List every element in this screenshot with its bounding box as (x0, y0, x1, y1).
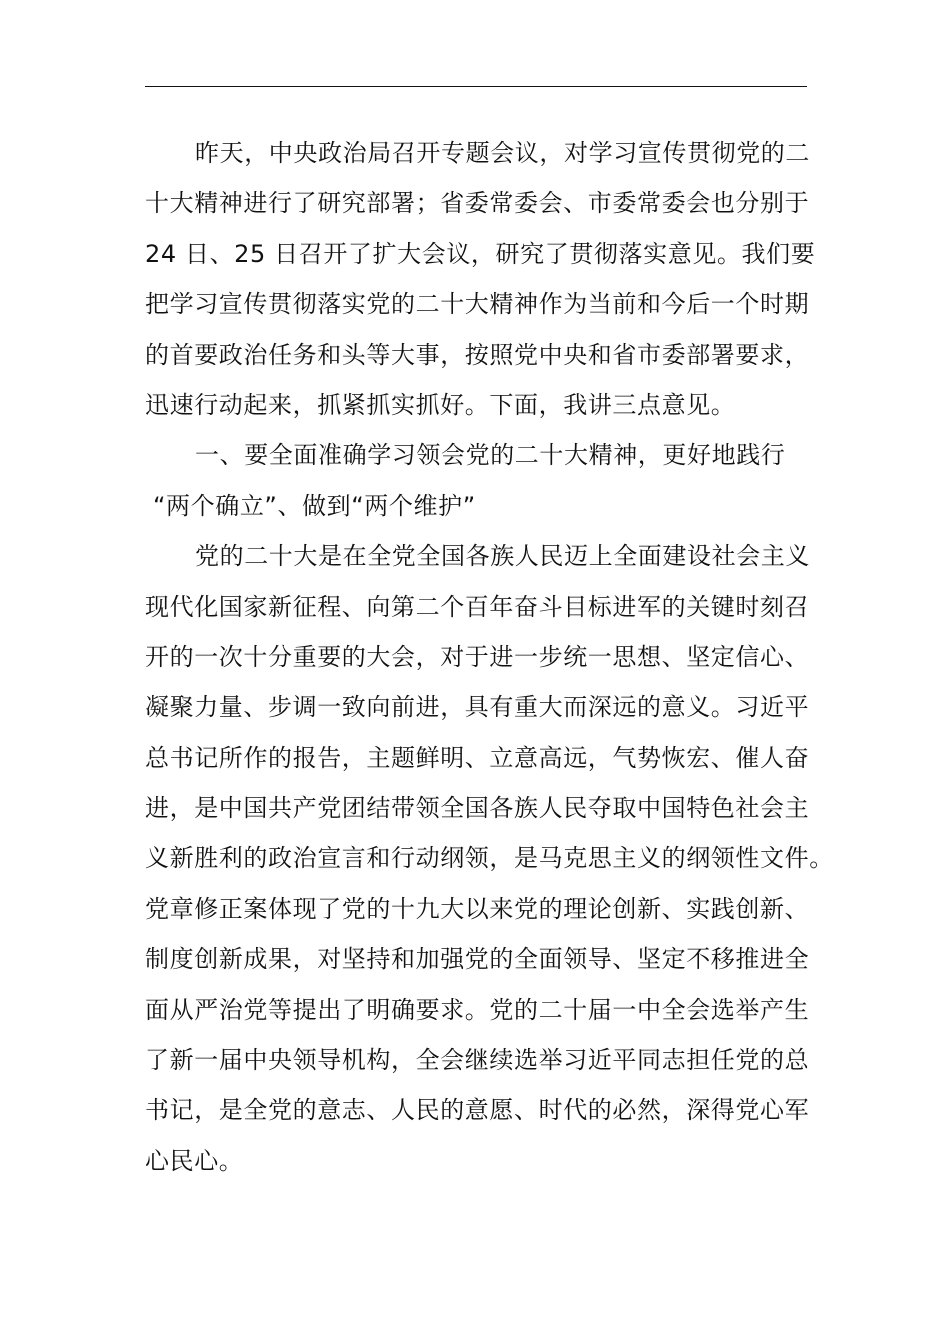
paragraph-2-line-5: 总书记所作的报告，主题鲜明、立意高远，气势恢宏、催人奋 (145, 743, 810, 772)
paragraph-2-line-4: 凝聚力量、步调一致向前进，具有重大而深远的意义。习近平 (145, 693, 810, 722)
paragraph-1-line-6: 迅速行动起来，抓紧抓实抓好。下面，我讲三点意见。 (145, 390, 736, 419)
paragraph-2-line-3: 开的一次十分重要的大会，对于进一步统一思想、坚定信心、 (145, 642, 810, 671)
paragraph-2-line-11: 了新一届中央领导机构，全会继续选举习近平同志担任党的总 (145, 1046, 810, 1075)
paragraph-2-line-9: 制度创新成果，对坚持和加强党的全面领导、坚定不移推进全 (145, 945, 810, 974)
header-rule (145, 86, 807, 87)
paragraph-2-line-2: 现代化国家新征程、向第二个百年奋斗目标进军的关键时刻召 (145, 592, 810, 621)
section-heading-line-1: 一、要全面准确学习领会党的二十大精神，更好地践行 (195, 441, 786, 470)
section-heading-line-2: “两个确立”、做到“两个维护” (153, 491, 476, 520)
paragraph-1-line-5: 的首要政治任务和头等大事，按照党中央和省市委部署要求， (145, 340, 810, 369)
paragraph-2-line-8: 党章修正案体现了党的十九大以来党的理论创新、实践创新、 (145, 894, 810, 923)
paragraph-1-line-3: 24 日、25 日召开了扩大会议，研究了贯彻落实意见。我们要 (145, 239, 816, 268)
paragraph-2-line-6: 进，是中国共产党团结带领全国各族人民夺取中国特色社会主 (145, 794, 810, 823)
paragraph-2-line-7: 义新胜利的政治宣言和行动纲领，是马克思主义的纲领性文件。 (145, 844, 834, 873)
paragraph-1-line-4: 把学习宣传贯彻落实党的二十大精神作为当前和今后一个时期 (145, 290, 810, 319)
paragraph-1-line-2: 十大精神进行了研究部署；省委常委会、市委常委会也分别于 (145, 189, 810, 218)
document-body (145, 128, 834, 1186)
paragraph-2-line-10: 面从严治党等提出了明确要求。党的二十届一中全会选举产生 (145, 995, 810, 1024)
paragraph-1-line-1: 昨天，中央政治局召开专题会议，对学习宣传贯彻党的二 (195, 139, 810, 167)
paragraph-2-line-1: 党的二十大是在全党全国各族人民迈上全面建设社会主义 (195, 542, 810, 571)
paragraph-2-line-12: 书记，是全党的意志、人民的意愿、时代的必然，深得党心军 (145, 1096, 810, 1125)
paragraph-2-line-13: 心民心。 (145, 1146, 244, 1175)
